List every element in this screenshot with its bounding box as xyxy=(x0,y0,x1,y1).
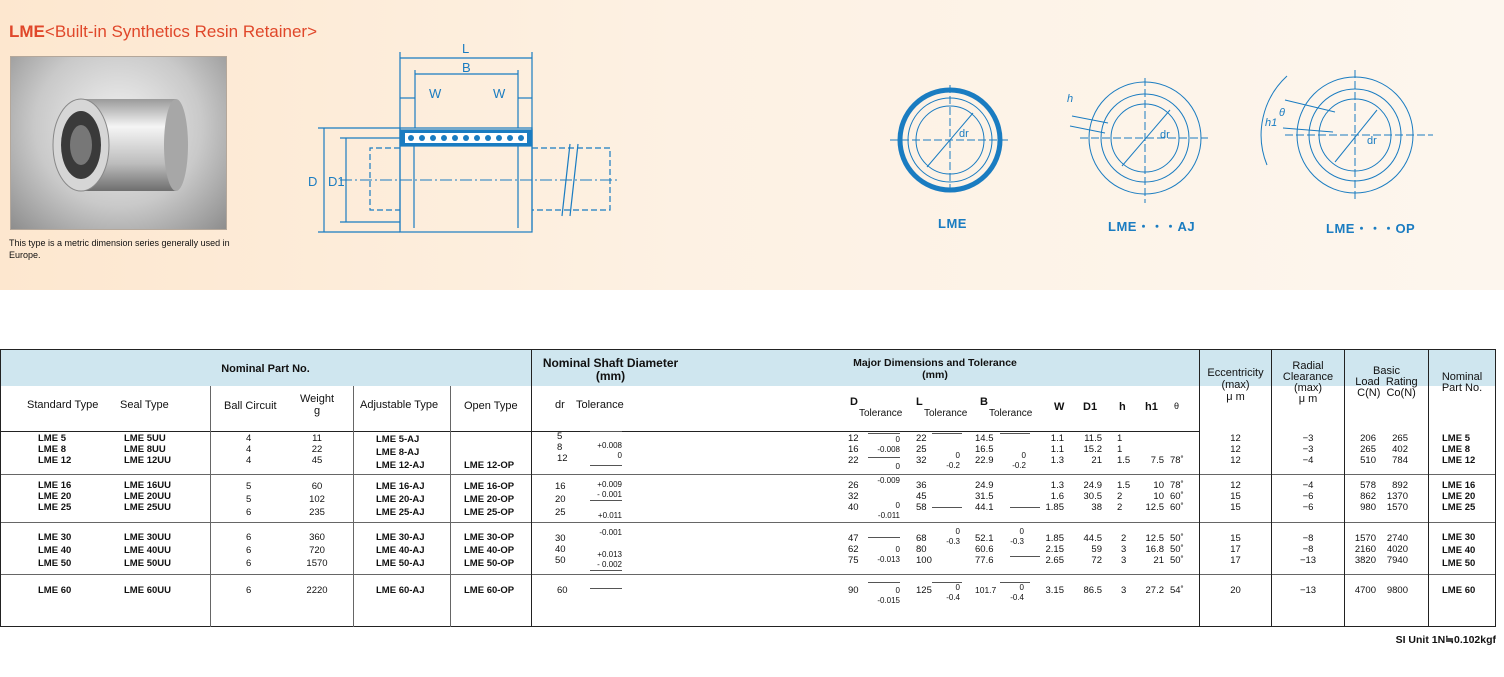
subheader-B-tolerance: Tolerance xyxy=(989,408,1033,419)
cell-dr-tolerance: +0.008 0 xyxy=(597,441,622,460)
subheader-open-type: Open Type xyxy=(464,400,518,412)
subheader-W: W xyxy=(1054,401,1065,413)
cell-standard: LME 16 LME 20 LME 25 xyxy=(38,480,72,513)
cell-weight: 360 720 1570 xyxy=(306,532,328,569)
cell-radial: −3 −3 −4 xyxy=(1302,433,1314,466)
label-dr-lme: dr xyxy=(959,128,969,140)
cell-theta: 78˚ xyxy=(1170,455,1184,466)
label-D: D xyxy=(308,174,318,189)
cell-W: 1.1 1.1 1.3 xyxy=(1050,433,1064,466)
hero-banner xyxy=(0,0,1504,290)
cell-D1: 86.5 xyxy=(1083,585,1102,596)
subheader-L-tolerance: Tolerance xyxy=(924,408,968,419)
cell-D-tolerance-2: 0 xyxy=(895,462,900,471)
header-shaft-diameter: Nominal Shaft Diameter (mm) xyxy=(542,356,679,383)
cell-B-tolerance: 0 -0.4 xyxy=(1010,583,1024,602)
cell-C: 4700 xyxy=(1354,585,1376,596)
description: This type is a metric dimension series generally used in Europe. xyxy=(9,238,230,260)
cell-D: 12 16 22 xyxy=(848,433,859,466)
cell-open: LME 60-OP xyxy=(464,585,515,596)
cell-radial: −13 xyxy=(1299,585,1317,596)
cell-D-tolerance: 0 -0.015 xyxy=(877,586,900,605)
cell-ball: 4 4 4 xyxy=(246,433,252,466)
cell-radial: −8 −8 −13 xyxy=(1299,533,1317,566)
header-major-dimensions: Major Dimensions and Tolerance (mm) xyxy=(853,357,1017,381)
cell-D1: 44.5 59 72 xyxy=(1083,533,1102,566)
label-h: h xyxy=(1067,93,1074,105)
cell-h: 1.5 2 2 xyxy=(1117,480,1131,513)
cell-L-tolerance: 0 -0.3 xyxy=(946,527,960,546)
cell-dr-tolerance-2: +0.011 xyxy=(597,511,622,520)
subheader-standard-type: Standard Type xyxy=(27,399,99,411)
cell-open: LME 12-OP xyxy=(464,460,515,471)
cell-h: 3 xyxy=(1121,585,1127,596)
spec-table xyxy=(0,349,1496,627)
header-basic-load-rating: Basic Load Rating C(N) Co(N) xyxy=(1355,365,1418,399)
label-dr-op: dr xyxy=(1367,135,1377,147)
cell-B: 24.9 31.5 44.1 xyxy=(975,480,994,513)
header-nominal-part-no-right: Nominal Part No. xyxy=(1441,371,1483,394)
cell-dr: 5 8 12 xyxy=(557,431,568,464)
side-view-diagram xyxy=(300,40,630,245)
subheader-dr: dr xyxy=(555,399,565,411)
cell-C: 206 265 510 xyxy=(1360,433,1376,466)
cell-L: 22 25 32 xyxy=(916,433,927,466)
cell-seal: LME 16UU LME 20UU LME 25UU xyxy=(124,480,171,513)
cell-C: 578 862 980 xyxy=(1360,480,1376,513)
cell-Co: 9800 xyxy=(1386,585,1408,596)
cell-theta: 50˚ 50˚ 50˚ xyxy=(1170,533,1184,566)
subheader-B: B xyxy=(980,396,988,408)
cell-D-tolerance-2: 0 -0.011 xyxy=(877,501,900,520)
cell-ball: 5 5 6 xyxy=(246,481,252,518)
cell-part-no: LME 16 LME 20 LME 25 xyxy=(1442,480,1476,513)
caption-lme: LME xyxy=(938,216,967,231)
cell-D: 26 32 40 xyxy=(848,480,859,513)
cell-L: 125 xyxy=(916,585,932,596)
cell-B: 101.7 xyxy=(975,585,997,595)
label-dr-aj: dr xyxy=(1160,129,1170,141)
cell-open: LME 30-OP LME 40-OP LME 50-OP xyxy=(464,532,515,569)
subheader-D-tolerance: Tolerance xyxy=(859,408,903,419)
lme-op-view xyxy=(1255,70,1435,200)
subheader-adjustable-type: Adjustable Type xyxy=(360,399,439,411)
cell-radial: −4 −6 −6 xyxy=(1302,480,1314,513)
page-subtitle: <Built-in Synthetics Resin Retainer> xyxy=(44,22,318,41)
header-radial-clearance: Radial Clearance (max) μ m xyxy=(1282,360,1334,405)
header-nominal-part-no: Nominal Part No. xyxy=(221,363,310,375)
cell-L-tolerance: 0 -0.2 xyxy=(946,451,960,470)
lme-aj-view xyxy=(1060,78,1210,203)
cell-standard: LME 5 LME 8 LME 12 xyxy=(38,433,72,466)
product-photo xyxy=(10,56,227,230)
label-theta: θ xyxy=(1279,107,1285,119)
cell-h1: 12.5 16.8 21 xyxy=(1145,533,1164,566)
caption-lme-aj: LME・・・AJ xyxy=(1108,219,1196,234)
cell-ball: 6 6 6 xyxy=(246,532,252,569)
cell-D-tolerance: 0 -0.013 xyxy=(877,545,900,564)
subheader-seal-type: Seal Type xyxy=(120,399,169,411)
cell-standard: LME 60 xyxy=(38,585,72,596)
cell-Co: 2740 4020 7940 xyxy=(1386,533,1408,566)
cell-B: 52.1 60.6 77.6 xyxy=(975,533,994,566)
cell-D: 47 62 75 xyxy=(848,533,859,566)
cell-weight: 60 102 235 xyxy=(309,481,325,518)
cell-adjustable: LME 16-AJ LME 20-AJ LME 25-AJ xyxy=(376,481,425,518)
cell-weight: 11 22 45 xyxy=(311,433,323,466)
label-h1: h1 xyxy=(1265,117,1278,129)
label-B: B xyxy=(462,60,471,75)
cell-B: 14.5 16.5 22.9 xyxy=(975,433,994,466)
cell-adjustable: LME 5-AJ LME 8-AJ LME 12-AJ xyxy=(376,434,425,471)
subheader-h1: h1 xyxy=(1145,401,1158,413)
cell-part-no: LME 5 LME 8 LME 12 xyxy=(1442,433,1476,466)
cell-h1: 7.5 xyxy=(1150,455,1164,466)
cell-h: 2 3 3 xyxy=(1121,533,1127,566)
cell-dr-tolerance: -0.001 xyxy=(599,528,622,537)
cell-eccentricity: 15 17 17 xyxy=(1230,533,1241,566)
unit-note: SI Unit 1N≒0.102kgf xyxy=(1395,634,1496,646)
cell-h1: 10 10 12.5 xyxy=(1145,480,1164,513)
cell-open: LME 16-OP LME 20-OP LME 25-OP xyxy=(464,481,515,518)
cell-W: 1.3 1.6 1.85 xyxy=(1045,480,1064,513)
cell-Co: 265 402 784 xyxy=(1392,433,1408,466)
cell-D: 90 xyxy=(848,585,859,596)
cell-h1: 27.2 xyxy=(1145,585,1164,596)
cell-part-no: LME 30 LME 40 LME 50 xyxy=(1442,532,1476,569)
label-W-left: W xyxy=(429,86,442,101)
cell-D1: 24.9 30.5 38 xyxy=(1083,480,1102,513)
subheader-tolerance: Tolerance xyxy=(576,399,624,411)
cell-seal: LME 60UU xyxy=(124,585,171,596)
cell-L: 68 80 100 xyxy=(916,533,932,566)
cell-eccentricity: 12 12 12 xyxy=(1230,433,1241,466)
cell-h: 1 1 1.5 xyxy=(1117,433,1131,466)
cell-seal: LME 30UU LME 40UU LME 50UU xyxy=(124,532,171,569)
cell-eccentricity: 20 xyxy=(1230,585,1241,596)
cell-B-tolerance: 0 -0.3 xyxy=(1010,527,1024,546)
cell-dr: 60 xyxy=(557,585,568,596)
subheader-weight: Weight g xyxy=(299,393,335,417)
cell-seal: LME 5UU LME 8UU LME 12UU xyxy=(124,433,171,466)
label-W-right: W xyxy=(493,86,506,101)
cell-standard: LME 30 LME 40 LME 50 xyxy=(38,532,72,569)
cell-weight: 2220 xyxy=(306,585,328,596)
cell-ball: 6 xyxy=(246,585,252,596)
cell-W: 3.15 xyxy=(1045,585,1064,596)
cell-adjustable: LME 60-AJ xyxy=(376,585,425,596)
label-L: L xyxy=(462,41,470,56)
page-title: LME<Built-in Synthetics Resin Retainer> xyxy=(9,22,318,41)
cell-theta: 54˚ xyxy=(1170,585,1184,596)
cell-eccentricity: 12 15 15 xyxy=(1230,480,1241,513)
cell-L: 36 45 58 xyxy=(916,480,927,513)
lme-front-view xyxy=(885,85,1015,195)
cell-dr: 30 40 50 xyxy=(555,533,566,566)
cell-D-tolerance: -0.009 xyxy=(877,476,900,485)
subheader-L: L xyxy=(916,396,923,408)
cell-part-no: LME 60 xyxy=(1442,585,1476,596)
cell-D1: 11.5 15.2 21 xyxy=(1083,433,1102,466)
cell-D-tolerance: 0 -0.008 xyxy=(877,435,900,454)
cell-dr-tolerance: +0.009 - 0.001 xyxy=(597,480,622,499)
subheader-D: D xyxy=(850,396,858,408)
cell-W: 1.85 2.15 2.65 xyxy=(1045,533,1064,566)
cell-L-tolerance: 0 -0.4 xyxy=(946,583,960,602)
cell-B-tolerance: 0 -0.2 xyxy=(1012,451,1026,470)
subheader-D1: D1 xyxy=(1083,401,1098,413)
caption-lme-op: LME・・・OP xyxy=(1326,221,1416,236)
label-D1: D1 xyxy=(328,174,345,189)
header-eccentricity: Eccentricity (max) μ m xyxy=(1207,367,1264,403)
cell-dr: 16 20 25 xyxy=(555,481,566,518)
cell-C: 1570 2160 3820 xyxy=(1354,533,1376,566)
subheader-ball-circuit: Ball Circuit xyxy=(224,400,277,412)
subheader-theta: θ xyxy=(1174,401,1180,411)
cell-Co: 892 1370 1570 xyxy=(1386,480,1408,513)
cell-theta: 78˚ 60˚ 60˚ xyxy=(1170,480,1184,513)
subheader-h: h xyxy=(1119,401,1126,413)
bearing-illustration xyxy=(11,57,226,229)
cell-adjustable: LME 30-AJ LME 40-AJ LME 50-AJ xyxy=(376,532,425,569)
cell-dr-tolerance-2: +0.013 - 0.002 xyxy=(597,550,622,569)
